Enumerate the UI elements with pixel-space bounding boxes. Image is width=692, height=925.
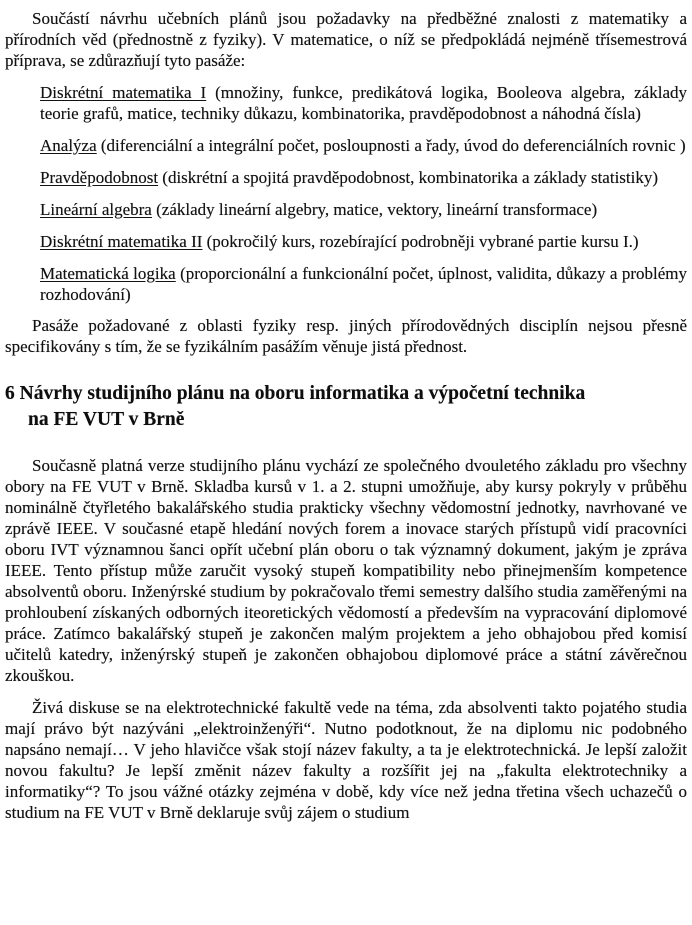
course-term: Analýza: [40, 136, 97, 155]
course-item-pravdepodobnost: [40, 167, 687, 188]
section-heading-line1: 6 Návrhy studijního plánu na oboru informatika a výpočetní technika: [5, 383, 586, 404]
course-item-analyza: [40, 135, 687, 156]
course-item-matematicka-logika: [40, 263, 687, 305]
course-term: Pravděpodobnost: [40, 168, 159, 187]
study-plan-paragraph: Současně platná verze studijního plánu vychází ze společného dvouletého základu pro všechny obory na FE VUT v Brně. Skladba kursů v 1. a 2. stupni umožňuje, aby kursy pokryly v průběhu nominálně čtyřletého bakalářského studia prakticky všechny vědomostní jednotky, navrhované ve zprávě IEEE. V současné etapě hledání nových forem a inovace starých přístupů vidí pracovníci oboru IVT významnou šanci opřít učební plán oboru o tak významný dokument, jakým je zpráva IEEE. Tento přístup může zaručit vysoký stupeň kompatibility nebo přinejmenším kompetence absolventů oboru. Inženýrské studium by pokračovalo třemi semestry dalšího studia zaměřenými na prohloubení získaných odborných iteoretických vědomostí a především na vypracování diplomové práce. Zatímco bakalářský stupeň je zakončen malým projektem a jeho obhajobou před komisí učitelů katedry, inženýrský stupeň je zakončen obhajobou diplomové práce a státní závěrečnou zkouškou.: [5, 456, 687, 685]
course-term: Diskrétní matematika I: [40, 83, 207, 102]
course-item-diskretni-matematika-1: [40, 82, 687, 124]
course-description: (proporcionální a funkcionální počet, úplnost, validita, důkazy a problémy rozhodování): [40, 264, 688, 304]
course-description: (diskrétní a spojitá pravděpodobnost, kombinatorika a základy statistiky): [158, 168, 659, 187]
intro-paragraph: Součástí návrhu učebních plánů jsou požadavky na předběžné znalosti z matematiky a přírodních věd (přednostně z fyziky). V matematice, o níž se předpokládá nejméně třísemestrová příprava, se zdůrazňují tyto pasáže:: [5, 9, 687, 70]
faculty-discussion-paragraph: Živá diskuse se na elektrotechnické fakultě vede na téma, zda absolventi takto pojatého studia mají právo být nazýváni „elektroinženýři“. Nutno podotknout, že na diplomu nic podobného napsáno nemají… V jeho hlavičce však stojí název fakulty, a ta je elektrotechnická. Je lepší založit novou fakultu? Je lepší změnit název fakulty a rozšířit jej na „fakulta elektrotechniky a informatiky“? To jsou vážné otázky zejména v době, kdy více než jedna třetina všech uchazečů o studium na FE VUT v Brně deklaruje svůj zájem o studium: [5, 698, 687, 822]
section-heading: [5, 381, 687, 433]
physics-note-paragraph: Pasáže požadované z oblasti fyziky resp. jiných přírodovědných disciplín nejsou přesně specifikovány s tím, že se fyzikálním pasážím věnuje jistá přednost.: [5, 316, 687, 356]
course-term: Matematická logika: [40, 264, 176, 283]
course-item-diskretni-matematika-2: [40, 231, 687, 252]
course-description: (diferenciální a integrální počet, posloupnosti a řady, úvod do deferenciálních rovnic ): [96, 136, 686, 155]
course-term: Lineární algebra: [40, 200, 152, 219]
course-term: Diskrétní matematika II: [40, 232, 203, 251]
course-item-linearni-algebra: [40, 199, 687, 220]
course-description: (základy lineární algebry, matice, vektory, lineární transformace): [151, 200, 598, 219]
course-description: (pokročilý kurs, rozebírající podrobněji vybrané partie kursu I.): [202, 232, 639, 251]
course-description: (množiny, funkce, predikátová logika, Booleova algebra, základy teorie grafů, matice, techniky důkazu, kombinatorika, pravděpodobnost a náhodná čísla): [40, 83, 687, 123]
section-heading-line2: na FE VUT v Brně: [28, 409, 185, 430]
